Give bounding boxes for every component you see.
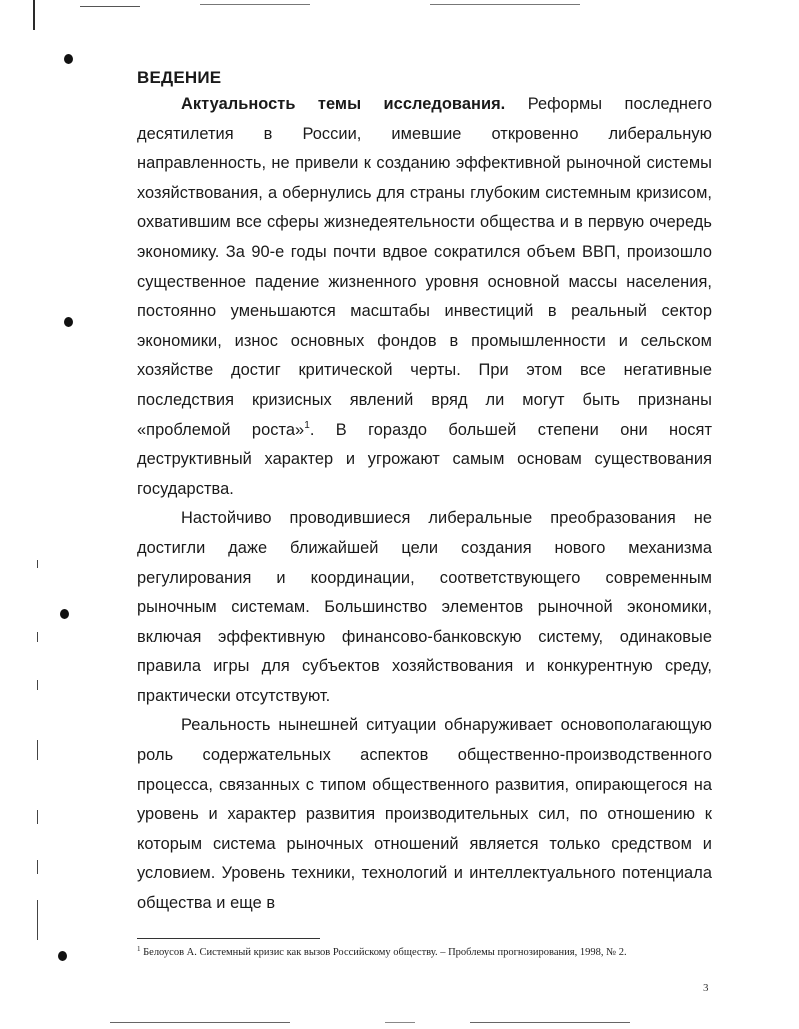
scan-bottom-rule bbox=[110, 1022, 290, 1023]
footnote-text: Белоусов А. Системный кризис как вызов Российскому обществу. – Проблемы прогнозирования, 1998, № 2. bbox=[140, 947, 627, 958]
scan-bottom-rule bbox=[385, 1022, 415, 1023]
paragraph-text: Реформы последнего десятилетия в России, имевшие откровенно либеральную направленность, не привели к созданию эффективной рыночной системы хозяйствования, а обернулись для страны глубоким системным кризисом, охватившим все сферы жизнедеятельности общества и в первую очередь экономику. За 90-е годы почти вдвое сократился объем ВВП, произошло существенное падение жизненного уровня основной массы населения, постоянно уменьшаются масштабы инвестиций в реальный сектор экономики, износ основных фондов в промышленности и сельском хозяйстве достиг критической черты. При этом все негативные последствия кризисных явлений вряд ли могут быть признаны «проблемой роста» bbox=[137, 95, 712, 439]
binder-hole bbox=[58, 951, 67, 961]
scan-margin-mark bbox=[37, 560, 38, 568]
paragraph-reforms: Настойчиво проводившиеся либеральные преобразования не достигли даже ближайшей цели создания нового механизма регулирования и координации, соответствующего современным рыночным системам. Большинство элементов рыночной экономики, включая эффективную финансово-банковскую систему, одинаковые правила игры для субъектов хозяйствования и конкурентную среду, практически отсутствуют. bbox=[137, 509, 712, 705]
paragraph-relevance bbox=[137, 90, 712, 504]
scan-top-rule bbox=[200, 4, 310, 5]
footnote-reference: 1 bbox=[304, 419, 310, 431]
page-number: 3 bbox=[703, 982, 709, 994]
scan-margin-mark bbox=[37, 860, 38, 874]
footnote-separator bbox=[137, 938, 320, 939]
scan-top-rule bbox=[80, 6, 140, 7]
scan-margin-mark bbox=[37, 900, 38, 940]
scan-margin-mark bbox=[37, 680, 38, 690]
paragraph-lead: Актуальность темы исследования. bbox=[181, 95, 506, 113]
footnote bbox=[137, 946, 712, 960]
scan-top-rule bbox=[430, 4, 580, 5]
scan-margin-mark bbox=[37, 740, 38, 760]
paragraph-text: . В гораздо большей степени они носят деструктивный характер и угрожают самым основам существования государства. bbox=[137, 420, 712, 498]
scan-edge-mark bbox=[33, 0, 35, 30]
binder-hole bbox=[64, 317, 73, 327]
binder-hole bbox=[64, 54, 73, 64]
page-body bbox=[137, 66, 712, 919]
scan-margin-mark bbox=[37, 632, 38, 642]
footnote-number: 1 bbox=[137, 945, 141, 953]
scan-bottom-rule bbox=[470, 1022, 630, 1023]
paragraph-reality: Реальность нынешней ситуации обнаруживает основополагающую роль содержательных аспектов общественно-производственного процесса, связанных с типом общественного развития, опирающегося на уровень и характер развития производительных сил, по отношению к которым система рыночных отношений является только средством и условием. Уровень техники, технологий и интеллектуального потенциала общества и еще в bbox=[137, 716, 712, 913]
section-heading: ВЕДЕНИЕ bbox=[137, 68, 222, 87]
binder-hole bbox=[60, 609, 69, 619]
scan-margin-mark bbox=[37, 810, 38, 824]
